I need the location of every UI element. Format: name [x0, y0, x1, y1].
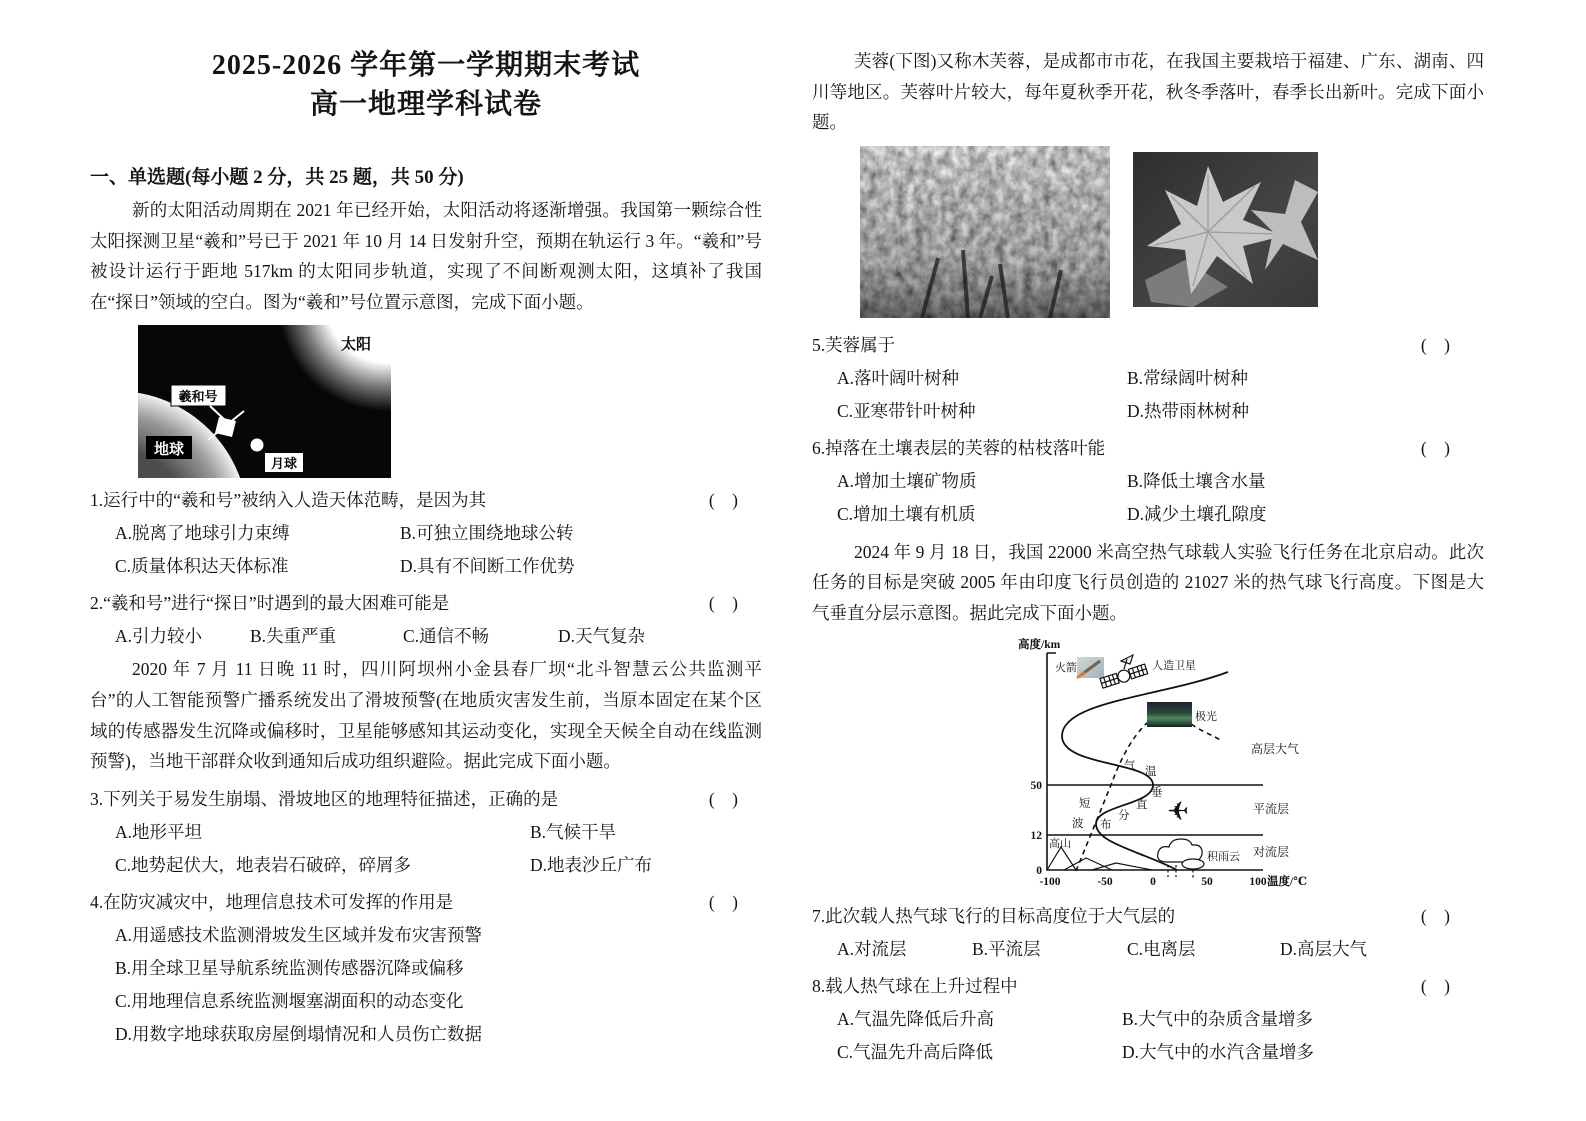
shortwave-annotation — [1072, 797, 1091, 830]
wave-char: 波 — [1072, 817, 1084, 830]
right-column — [812, 0, 1484, 1067]
option-row — [812, 934, 1484, 964]
option-text: 热带雨林树种 — [1144, 400, 1250, 421]
rocket-label: 火箭 — [1055, 661, 1077, 674]
option-row — [90, 621, 762, 651]
question-number: 5. — [812, 334, 826, 355]
option-text: 引力较小 — [132, 626, 203, 647]
option-text: 增加土壤矿物质 — [854, 470, 977, 491]
option-text: 落叶阔叶树种 — [854, 367, 960, 388]
option-label: C. — [837, 1041, 854, 1062]
option-text: 具有不间断工作优势 — [417, 556, 575, 577]
option-label: A. — [115, 821, 133, 842]
option-c — [403, 621, 558, 651]
diagram-axes — [1047, 653, 1263, 870]
option-text: 气温先降低后升高 — [854, 1008, 995, 1029]
option-text: 高层大气 — [1297, 938, 1368, 959]
option-label: A. — [837, 367, 855, 388]
option-label: C. — [1127, 938, 1144, 959]
probe-label: 羲和号 — [178, 389, 218, 405]
option-b — [250, 621, 403, 651]
option-d — [1122, 1037, 1314, 1067]
option-row — [90, 953, 762, 983]
option-label: A. — [115, 924, 133, 945]
question-number: 7. — [812, 905, 826, 926]
xihe-position-illustration — [138, 325, 391, 478]
moon-dot — [251, 439, 264, 452]
question-3 — [90, 784, 762, 880]
x-tick-50: 50 — [1201, 875, 1213, 888]
option-text: 天气复杂 — [575, 626, 646, 647]
option-b — [972, 934, 1127, 964]
option-label: B. — [115, 957, 132, 978]
question-number: 3. — [90, 788, 104, 809]
option-row — [812, 466, 1484, 496]
y-axis-label: 高度/km — [1018, 638, 1061, 651]
question-stem-row — [90, 887, 762, 917]
option-label: D. — [1280, 938, 1298, 959]
question-4 — [90, 887, 762, 1049]
option-text: 大气中的杂质含量增多 — [1138, 1008, 1314, 1029]
curve-char: 布 — [1100, 818, 1112, 831]
question-2 — [90, 588, 762, 651]
mountain-icon — [1047, 847, 1152, 870]
option-label: A. — [837, 938, 855, 959]
layer-high-atmosphere: 高层大气 — [1251, 741, 1300, 756]
option-label: C. — [403, 626, 420, 647]
answer-bracket: ( ) — [708, 593, 738, 614]
exam-title-line2: 高一地理学科试卷 — [309, 89, 542, 120]
option-text: 可独立围绕地球公转 — [416, 523, 574, 544]
section-heading: 一、单选题(每小题 2 分，共 25 题，共 50 分) — [90, 167, 464, 188]
answer-bracket: ( ) — [708, 788, 738, 809]
option-text: 降低土壤含水量 — [1143, 470, 1266, 491]
satellite-icon — [1100, 655, 1148, 689]
option-label: D. — [558, 626, 576, 647]
question-number: 2. — [90, 593, 104, 614]
option-text: 用地理信息系统监测堰塞湖面积的动态变化 — [131, 990, 464, 1011]
option-a — [837, 934, 972, 964]
option-label: D. — [115, 1023, 133, 1044]
x-tick-n50: -50 — [1097, 875, 1113, 888]
layer-troposphere: 对流层 — [1253, 844, 1290, 859]
question-stem: 掉落在土壤表层的芙蓉的枯枝落叶能 — [825, 437, 1106, 458]
left-column — [90, 0, 762, 1049]
option-text: 失重严重 — [266, 626, 337, 647]
aurora-label: 极光 — [1195, 710, 1217, 723]
question-7 — [812, 901, 1484, 964]
option-text: 气温先升高后降低 — [853, 1041, 994, 1062]
option-row — [90, 920, 762, 950]
question-stem-row — [90, 784, 762, 814]
layer-stratosphere: 平流层 — [1253, 801, 1290, 816]
option-label: B. — [530, 821, 547, 842]
option-b — [115, 953, 464, 983]
furong-leaf-photo — [1133, 152, 1318, 307]
option-text: 减少土壤孔隙度 — [1144, 503, 1267, 524]
furong-tree-photo-image — [860, 146, 1110, 318]
option-label: B. — [1127, 367, 1144, 388]
answer-bracket: ( ) — [708, 490, 738, 511]
option-a — [115, 817, 530, 847]
option-d — [1127, 499, 1267, 529]
option-row — [812, 363, 1484, 393]
option-label: C. — [837, 400, 854, 421]
moon-label: 月球 — [270, 456, 298, 472]
option-label: C. — [115, 990, 132, 1011]
question-stem-row — [90, 588, 762, 618]
option-row — [90, 817, 762, 847]
option-b — [1127, 363, 1248, 393]
mountain-label: 高山 — [1049, 837, 1071, 850]
option-text: 用全球卫星导航系统监测传感器沉降或偏移 — [131, 957, 464, 978]
aurora-image — [1147, 702, 1192, 727]
option-label: D. — [400, 556, 418, 577]
question-stem-row — [812, 433, 1484, 463]
option-a — [837, 1004, 1122, 1034]
option-b — [1127, 466, 1266, 496]
option-text: 用遥感技术监测滑坡发生区域并发布灾害预警 — [132, 924, 483, 945]
option-row — [812, 1037, 1484, 1067]
option-label: C. — [115, 854, 132, 875]
option-text: 亚寒带针叶树种 — [853, 400, 976, 421]
option-b — [1122, 1004, 1313, 1034]
option-row — [90, 518, 762, 548]
option-text: 气候干旱 — [546, 821, 617, 842]
option-label: C. — [837, 503, 854, 524]
x-tick-n100: -100 — [1039, 875, 1061, 888]
x-axis-label: 温度/℃ — [1267, 875, 1307, 888]
question-stem: 此次载人热气球飞行的目标高度位于大气层的 — [825, 905, 1176, 926]
question-stem: 运行中的“羲和号”被纳入人造天体范畴，是因为其 — [103, 490, 487, 511]
option-c — [115, 986, 464, 1016]
earth-label: 地球 — [153, 442, 185, 459]
option-row — [812, 1004, 1484, 1034]
question-stem: 芙蓉属于 — [825, 334, 896, 355]
option-text: 地表沙丘广布 — [547, 854, 653, 875]
xihe-position-figure — [138, 325, 391, 478]
question-number: 6. — [812, 437, 826, 458]
option-text: 地形平坦 — [132, 821, 203, 842]
option-a — [115, 920, 482, 950]
option-a — [837, 363, 1127, 393]
option-label: C. — [115, 556, 132, 577]
option-text: 地势起伏大，地表岩石破碎，碎屑多 — [131, 854, 412, 875]
option-text: 用数字地球获取房屋倒塌情况和人员伤亡数据 — [132, 1023, 483, 1044]
y-tick-50: 50 — [1030, 779, 1042, 792]
furong-photos — [860, 146, 1484, 318]
option-text: 对流层 — [854, 938, 907, 959]
airplane-icon — [1167, 797, 1189, 826]
option-label: B. — [972, 938, 989, 959]
curve-char: 分 — [1118, 809, 1130, 822]
question-5 — [812, 330, 1484, 426]
question-number: 4. — [90, 891, 104, 912]
curve-char: 气 — [1124, 759, 1136, 772]
question-6 — [812, 433, 1484, 529]
option-row — [90, 1019, 762, 1049]
option-label: D. — [1127, 400, 1145, 421]
option-row — [90, 850, 762, 880]
furong-tree-photo — [860, 146, 1110, 318]
option-label: D. — [1127, 503, 1145, 524]
option-label: A. — [837, 470, 855, 491]
option-b — [400, 518, 574, 548]
curve-char: 直 — [1136, 798, 1148, 811]
y-tick-0: 0 — [1036, 864, 1042, 877]
option-label: B. — [400, 523, 417, 544]
sun-label: 太阳 — [340, 337, 372, 354]
option-c — [837, 396, 1127, 426]
question-stem: “羲和号”进行“探日”时遇到的最大困难可能是 — [103, 593, 450, 614]
furong-leaf-photo-image — [1133, 152, 1318, 307]
option-a — [115, 518, 400, 548]
answer-bracket: ( ) — [1420, 437, 1450, 458]
exam-title — [90, 0, 762, 124]
question-1 — [90, 485, 762, 581]
question-stem: 下列关于易发生崩塌、滑坡地区的地理特征描述，正确的是 — [103, 788, 559, 809]
passage-balloon: 2024 年 9 月 18 日，我国 22000 米高空热气球载人实验飞行任务在北京启动。此次任务的目标是突破 2005 年由印度飞行员创造的 21027 米的热气球飞行高度。下图是大气垂直分层示意图。据此完成下面小题。 — [812, 541, 1484, 623]
answer-bracket: ( ) — [1420, 905, 1450, 926]
option-d — [558, 621, 645, 651]
passage-furong: 芙蓉(下图)又称木芙蓉，是成都市市花，在我国主要栽培于福建、广东、湖南、四川等地区。芙蓉叶片较大，每年夏秋季开花，秋冬季落叶，春季长出新叶。完成下面小题。 — [812, 51, 1484, 133]
option-label: D. — [1122, 1041, 1140, 1062]
y-tick-12: 12 — [1030, 829, 1042, 842]
option-row — [812, 499, 1484, 529]
answer-bracket: ( ) — [1420, 975, 1450, 996]
question-stem-row — [812, 901, 1484, 931]
option-c — [115, 551, 400, 581]
option-c — [837, 499, 1127, 529]
option-label: B. — [1122, 1008, 1139, 1029]
option-c — [115, 850, 530, 880]
option-text: 常绿阔叶树种 — [1143, 367, 1249, 388]
option-text: 电离层 — [1143, 938, 1196, 959]
option-label: A. — [837, 1008, 855, 1029]
answer-bracket: ( ) — [708, 891, 738, 912]
option-c — [837, 1037, 1122, 1067]
answer-bracket: ( ) — [1420, 334, 1450, 355]
option-d — [400, 551, 575, 581]
option-d — [1280, 934, 1367, 964]
atmosphere-layers-figure — [1000, 635, 1310, 889]
option-d — [530, 850, 652, 880]
atmosphere-layers-diagram — [1000, 635, 1310, 889]
option-label: A. — [115, 523, 133, 544]
option-label: B. — [250, 626, 267, 647]
option-text: 增加土壤有机质 — [853, 503, 976, 524]
question-stem-row — [90, 485, 762, 515]
option-text: 大气中的水汽含量增多 — [1139, 1041, 1315, 1062]
question-number: 1. — [90, 490, 104, 511]
question-stem: 载人热气球在上升过程中 — [825, 975, 1018, 996]
option-row — [90, 551, 762, 581]
option-c — [1127, 934, 1280, 964]
x-tick-100: 100 — [1249, 875, 1267, 888]
svg-text:✈: ✈ — [1167, 796, 1189, 826]
option-text: 质量体积达天体标准 — [131, 556, 289, 577]
option-text: 脱离了地球引力束缚 — [132, 523, 290, 544]
x-tick-0: 0 — [1150, 875, 1156, 888]
question-8 — [812, 971, 1484, 1067]
option-d — [115, 1019, 482, 1049]
question-stem: 在防灾减灾中，地理信息技术可发挥的作用是 — [103, 891, 454, 912]
question-number: 8. — [812, 975, 826, 996]
rocket-icon — [1077, 657, 1104, 678]
option-row — [812, 396, 1484, 426]
option-a — [115, 621, 250, 651]
option-text: 平流层 — [988, 938, 1041, 959]
curve-char: 垂 — [1151, 786, 1163, 799]
cumulonimbus-icon — [1158, 839, 1204, 879]
passage-landslide: 2020 年 7 月 11 日晚 11 时，四川阿坝州小金县春厂坝“北斗智慧云公共监测平台”的人工智能预警广播系统发出了滑坡预警(在地质灾害发生前，当原本固定在某个区域的传感器发生沉降或偏移时，卫星能够感知其运动变化，实现全天候全自动在线监测预警)，当地干部群众收到通知后成功组织避险。据此完成下面小题。 — [90, 659, 762, 772]
curve-char: 温 — [1145, 765, 1157, 778]
question-stem-row — [812, 330, 1484, 360]
option-a — [837, 466, 1127, 496]
passage-solar: 新的太阳活动周期在 2021 年已经开始，太阳活动将逐渐增强。我国第一颗综合性太阳探测卫星“羲和”号已于 2021 年 10 月 14 日发射升空，预期在轨运行 3 年。“羲和”号被设计运行于距地 517km 的太阳同步轨道，实现了不间断观测太阳，这填补了我国在“探日”领域的空白。图为“羲和”号位置示意图，完成下面小题。 — [90, 200, 762, 312]
question-stem-row — [812, 971, 1484, 1001]
option-d — [1127, 396, 1249, 426]
option-label: A. — [115, 626, 133, 647]
option-label: B. — [1127, 470, 1144, 491]
cloud-label: 积雨云 — [1207, 850, 1240, 863]
exam-title-line1: 2025-2026 学年第一学期期末考试 — [211, 50, 641, 81]
wave-char: 短 — [1079, 797, 1091, 810]
curve-annotation — [1100, 758, 1163, 831]
option-b — [530, 817, 616, 847]
satellite-label: 人造卫星 — [1152, 659, 1196, 672]
option-row — [90, 986, 762, 1016]
option-label: D. — [530, 854, 548, 875]
option-text: 通信不畅 — [419, 626, 490, 647]
